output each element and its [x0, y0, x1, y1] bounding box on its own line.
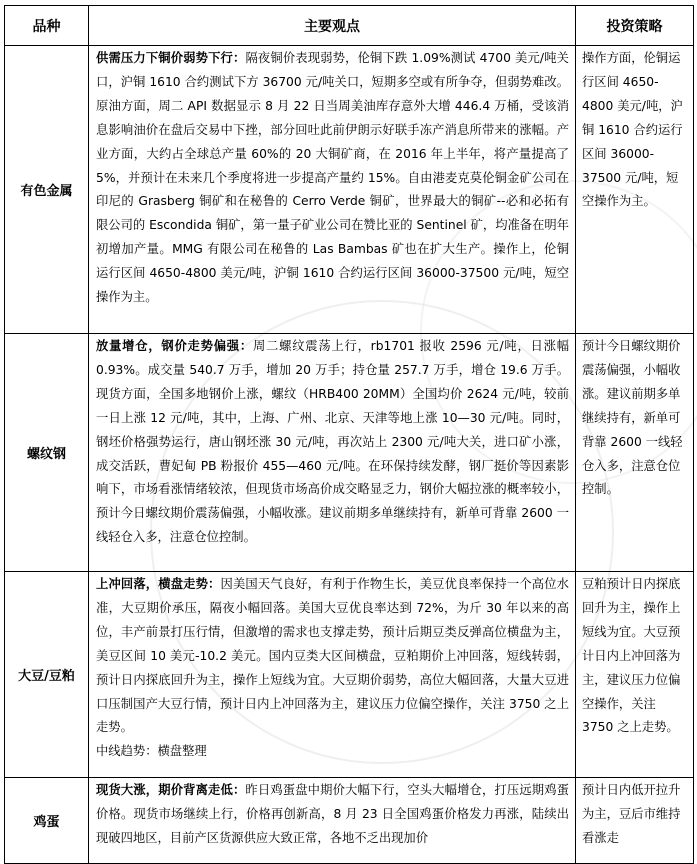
- variety-cell: 有色金属: [5, 46, 89, 334]
- views-headline: 供需压力下铜价弱势下行：: [96, 51, 246, 65]
- views-body: 隔夜铜价表现弱势，伦铜下跌 1.09%测试 4700 美元/吨关口，沪铜 1610 合约测试下方 36700 元/吨关口，短期多空或有所争夺，但弱势难改。原油方面，周二 API 数据显示 8 月 22 日当周美油库存意外大增 446.4 万桶，受该消息影响油价在盘后交易中下挫，部分回吐此前伊朗示好联手冻产消息所带来的涨幅。产业方面，大约占全球总产量 60%的 20 大铜矿商，在 2016 年上半年，将产量提高了 5%，并预计在未来几个季度将进一步提高产量约 15%。自由港麦克莫伦铜金矿公司在印尼的 Grasberg 铜矿和在秘鲁的 Cerro Verde 铜矿，世界最大的铜矿--必和必拓有限公司的 Escondida 铜矿，第一量子矿业公司在赞比亚的 Sentinel 矿，均准备在明年初增加产量。MMG 有限公司在秘鲁的 Las Bambas 矿也在扩大生产。操作上，伦铜运行区间 4650-4800 美元/吨，沪铜 1610 合约运行区间 36000-37500 元/吨，短空操作为主。: [96, 51, 569, 305]
- strategy-cell: 操作方面，伦铜运行区间 4650-4800 美元/吨，沪铜 1610 合约运行区间 36000-37500 元/吨，短空操作为主。: [576, 46, 694, 334]
- table-header-row: [5, 6, 694, 46]
- views-cell: [89, 572, 576, 778]
- table-row-eggs: [5, 778, 694, 864]
- table-row-soybean: [5, 572, 694, 778]
- views-headline: 上冲回落，横盘走势：: [96, 577, 221, 591]
- views-body: 昨日鸡蛋盘中期价大幅下行，空头大幅增仓，打压远期鸡蛋价格。现货市场继续上行，价格再创新高，8 月 23 日全国鸡蛋价格发力再涨，陆续出现破四地区，目前产区货源供应大致正常，各地不乏出现加价: [96, 783, 569, 845]
- market-views-table: [4, 5, 694, 864]
- table-row-nonferrous: [5, 46, 694, 334]
- views-body: 周二螺纹震荡上行，rb1701 报收 2596 元/吨，日涨幅 0.93%。成交量 540.7 万手，增加 20 万手；持仓量 257.7 万手，增仓 19.6 万手。现货方面，全国多地钢价上涨，螺纹（HRB400 20MM）全国均价 2624 元/吨，较前一日上涨 12 元/吨，其中，上海、广州、北京、天津等地上涨 10—30 元/吨。同时，钢坯价格强势运行，唐山钢坯涨 30 元/吨，再次站上 2300 元/吨大关，进口矿小涨，成交活跃，曹妃甸 PB 粉报价 455—460 元/吨。在环保持续发酵，钢厂挺价等因素影响下，市场看涨情绪较浓，但现货市场高价成交略显乏力，钢价大幅拉涨的概率较小，预计今日螺纹期价震荡偏强，小幅收涨。建议前期多单继续持有，新单可背靠 2600 一线轻仓入多，注意仓位控制。: [96, 339, 569, 545]
- views-body: 因美国天气良好，有利于作物生长，美豆优良率保持一个高位水准，大豆期价承压，隔夜小幅回落。美国大豆优良率达到 72%，为斤 30 年以来的高位，丰产前景打压行情，但激增的需求也支撑走势，预计后期豆类反弹高位横盘为主，美豆区间 10 美元-10.2 美元。国内豆类大区间横盘，豆粕期价上冲回落，短线转弱，预计日内探底回升为主，操作上短线为宜。大豆期价弱势，高位大幅回落，大量大豆进口压制国产大豆行情，预计日内上冲回落为主，建议压力位偏空操作，关注 3750 之上走势。: [96, 577, 569, 735]
- views-cell: [89, 46, 576, 334]
- views-cell: [89, 778, 576, 864]
- table-row-rebar: [5, 334, 694, 572]
- mid-term-trend: 中线趋势：横盘整理: [96, 744, 207, 759]
- header-main-views: 主要观点: [89, 6, 576, 46]
- strategy-cell: 预计今日螺纹期价震荡偏强，小幅收涨。建议前期多单继续持有，新单可背靠 2600 一线轻仓入多，注意仓位控制。: [576, 334, 694, 572]
- strategy-cell: 豆粕预计日内探底回升为主，操作上短线为宜。大豆预计日内上冲回落为主，建议压力位偏空操作，关注 3750 之上走势。: [576, 572, 694, 778]
- views-cell: [89, 334, 576, 572]
- variety-cell: 螺纹钢: [5, 334, 89, 572]
- header-variety: 品种: [5, 6, 89, 46]
- variety-cell: 鸡蛋: [5, 778, 89, 864]
- strategy-cell: 预计日内低开拉升为主，豆后市维持看涨走: [576, 778, 694, 864]
- views-headline: 现货大涨，期价背离走低：: [96, 783, 246, 797]
- views-headline: 放量增仓，钢价走势偏强：: [96, 339, 253, 353]
- header-strategy: 投资策略: [576, 6, 694, 46]
- variety-cell: 大豆/豆粕: [5, 572, 89, 778]
